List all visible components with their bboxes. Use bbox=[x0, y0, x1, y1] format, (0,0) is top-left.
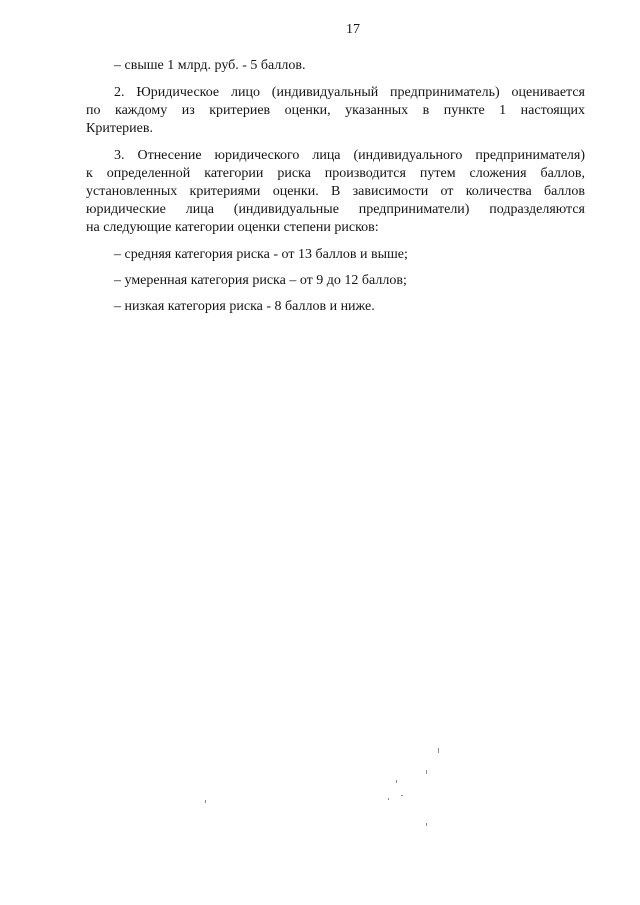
document-body bbox=[86, 57, 585, 324]
scan-speck bbox=[438, 748, 439, 753]
risk-category-item: – средняя категория риска - от 13 баллов и выше; bbox=[114, 247, 408, 262]
scan-speck bbox=[396, 780, 397, 783]
paragraph-3 bbox=[86, 147, 585, 237]
paragraph-2-line: по каждому из критериев оценки, указанных в пункте 1 настоящих bbox=[86, 103, 585, 118]
risk-category-list bbox=[86, 246, 585, 316]
scan-speck bbox=[426, 770, 427, 774]
page-number: 17 bbox=[346, 22, 360, 37]
threshold-item: – свыше 1 млрд. руб. - 5 баллов. bbox=[114, 58, 306, 73]
scan-speck bbox=[426, 823, 427, 826]
paragraph-3-line: юридические лица (индивидуальные предприниматели) подразделяются bbox=[86, 202, 585, 217]
paragraph-2-line: Критериев. bbox=[86, 121, 153, 136]
scan-speck bbox=[388, 798, 389, 800]
paragraph-threshold bbox=[86, 57, 585, 75]
risk-category-item: – умеренная категория риска – от 9 до 12 баллов; bbox=[114, 273, 407, 288]
scan-speck bbox=[205, 800, 206, 803]
paragraph-3-line: 3. Отнесение юридического лица (индивидуального предпринимателя) bbox=[114, 148, 585, 163]
paragraph-2-line: 2. Юридическое лицо (индивидуальный предприниматель) оценивается bbox=[114, 85, 585, 100]
paragraph-3-line: к определенной категории риска производится путем сложения баллов, bbox=[86, 166, 585, 181]
paragraph-3-line: на следующие категории оценки степени рисков: bbox=[86, 220, 379, 235]
paragraph-3-line: установленных критериями оценки. В зависимости от количества баллов bbox=[86, 184, 585, 199]
paragraph-2 bbox=[86, 84, 585, 138]
scan-speck bbox=[401, 795, 403, 796]
risk-category-item: – низкая категория риска - 8 баллов и ниже. bbox=[114, 299, 375, 314]
